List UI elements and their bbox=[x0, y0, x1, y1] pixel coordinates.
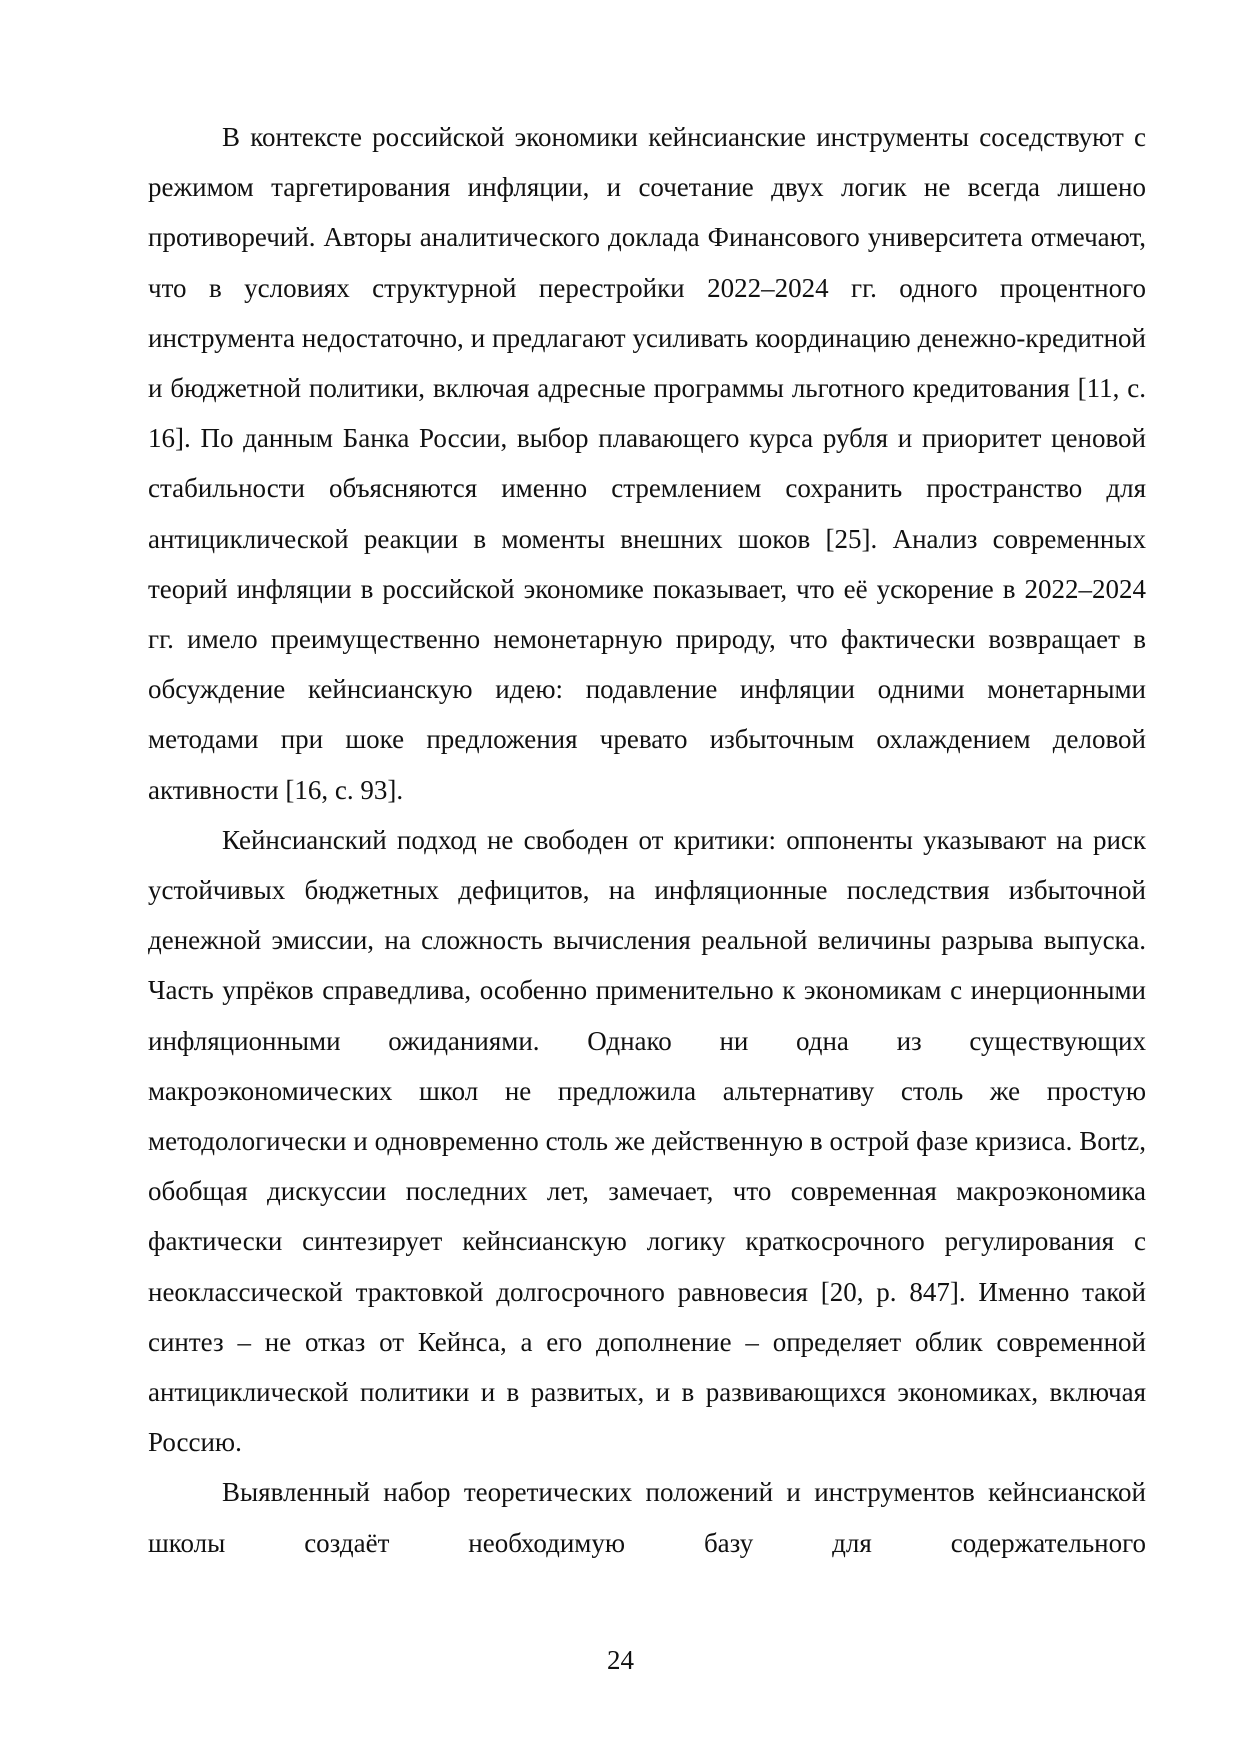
paragraph-1: В контексте российской экономики кейнсианские инструменты соседствуют с режимом таргетирования инфляции, и сочетание двух логик не всегда лишено противоречий. Авторы аналитического доклада Финансового университета отмечают, что в условиях структурной перестройки 2022–2024 гг. одного процентного инструмента недостаточно, и предлагают усиливать координацию денежно-кредитной и бюджетной политики, включая адресные программы льготного кредитования [11, с. 16]. По данным Банка России, выбор плавающего курса рубля и приоритет ценовой стабильности объясняются именно стремлением сохранить пространство для антициклической реакции в моменты внешних шоков [25]. Анализ современных теорий инфляции в российской экономике показывает, что её ускорение в 2022–2024 гг. имело преимущественно немонетарную природу, что фактически возвращает в обсуждение кейнсианскую идею: подавление инфляции одними монетарными методами при шоке предложения чревато избыточным охлаждением деловой активности [16, с. 93]. bbox=[148, 122, 1146, 805]
paragraph-3: Выявленный набор теоретических положений и инструментов кейнсианской школы создаёт необходимую базу для содержательного bbox=[148, 1477, 1146, 1558]
body-text bbox=[148, 112, 1146, 1568]
paragraph-2: Кейнсианский подход не свободен от критики: оппоненты указывают на риск устойчивых бюджетных дефицитов, на инфляционные последствия избыточной денежной эмиссии, на сложность вычисления реальной величины разрыва выпуска. Часть упрёков справедлива, особенно применительно к экономикам с инерционными инфляционными ожиданиями. Однако ни одна из существующих макроэкономических школ не предложила альтернативу столь же простую методологически и одновременно столь же действенную в острой фазе кризиса. Bortz, обобщая дискуссии последних лет, замечает, что современная макроэкономика фактически синтезирует кейнсианскую логику краткосрочного регулирования с неоклассической трактовкой долгосрочного равновесия [20, p. 847]. Именно такой синтез – не отказ от Кейнса, а его дополнение – определяет облик современной антициклической политики и в развитых, и в развивающихся экономиках, включая Россию. bbox=[148, 824, 1146, 1458]
page-number: 24 bbox=[607, 1645, 634, 1675]
